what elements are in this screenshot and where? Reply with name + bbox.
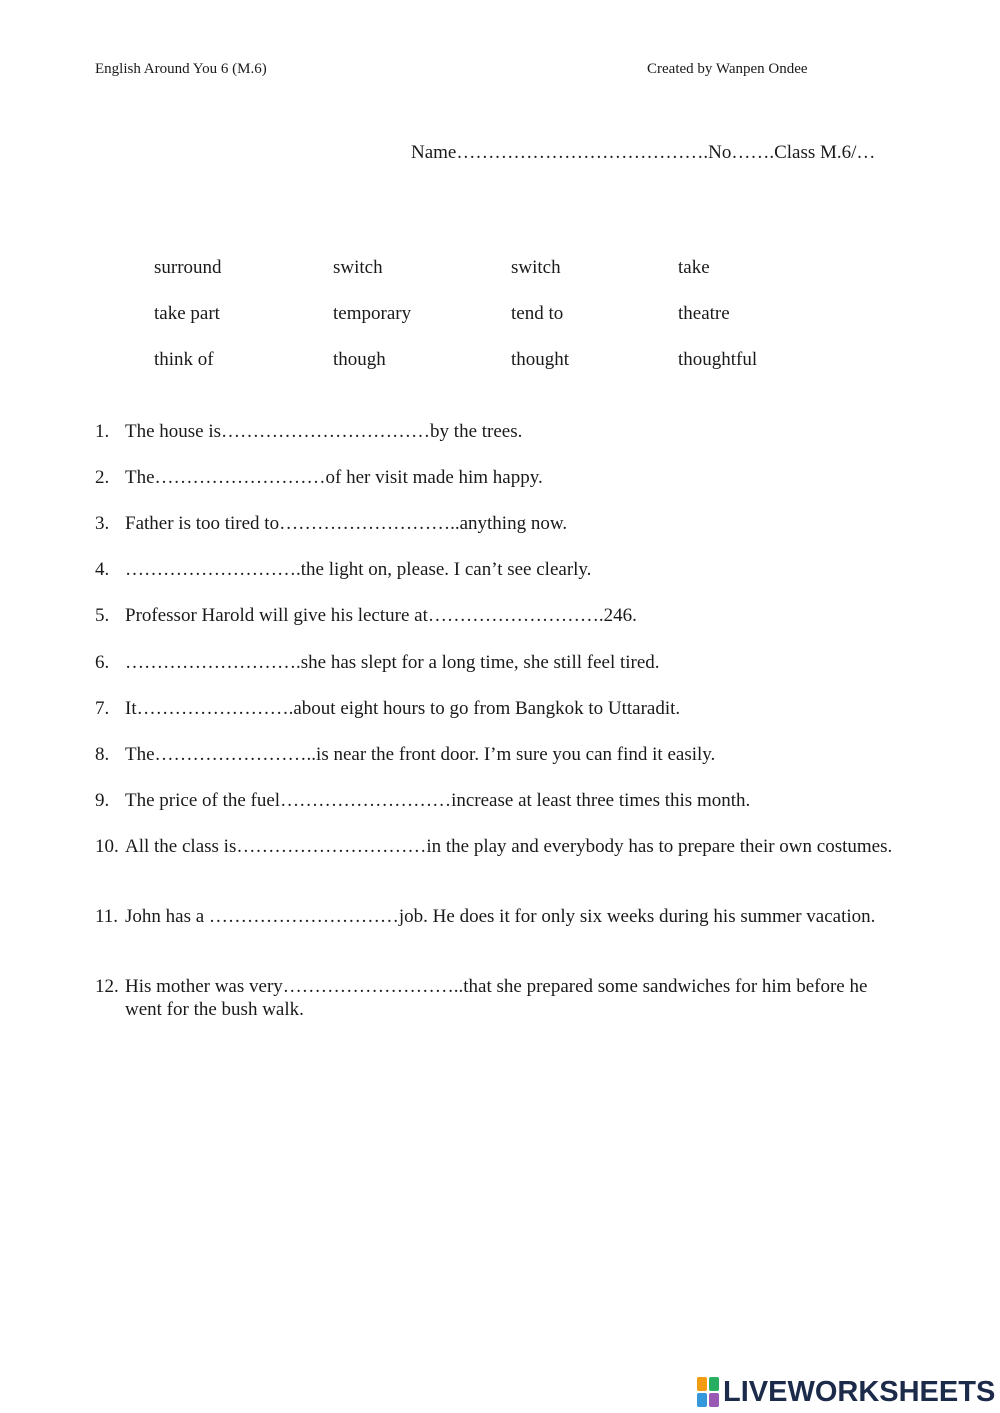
word-bank-item: surround <box>154 257 222 278</box>
question-item <box>95 604 895 627</box>
liveworksheets-logo-icon <box>697 1377 719 1407</box>
question-text: ……………………….she has slept for a long time, she still feel tired. <box>125 652 660 673</box>
question-text: The……………………..is near the front door. I’m sure you can find it easily. <box>125 744 716 765</box>
worksheet-course-title: English Around You 6 (M.6) <box>95 61 267 77</box>
question-text: Father is too tired to………………………..anything now. <box>125 513 568 534</box>
word-bank-item: switch <box>511 257 561 278</box>
logo-square <box>697 1393 707 1407</box>
word-bank-item: thought <box>511 349 570 370</box>
word-bank-item: take part <box>154 303 220 324</box>
worksheet-author: Created by Wanpen Ondee <box>647 61 808 77</box>
question-item <box>95 512 895 535</box>
question-text: It…………………….about eight hours to go from Bangkok to Uttaradit. <box>125 698 681 719</box>
question-item <box>95 466 895 489</box>
word-bank-item: theatre <box>678 303 730 324</box>
question-text: The price of the fuel………………………increase at least three times this month. <box>125 790 751 811</box>
question-text: The house is……………………………by the trees. <box>125 421 523 442</box>
word-bank-item: tend to <box>511 303 564 324</box>
question-text: John has a …………………………job. He does it for only six weeks during his summer vacation. <box>125 906 876 927</box>
question-item <box>95 558 895 581</box>
question-number: 7. <box>95 698 110 719</box>
question-number: 3. <box>95 513 110 534</box>
question-item <box>95 420 895 443</box>
question-number: 12. <box>95 976 119 997</box>
question-item <box>95 789 895 812</box>
question-text: The………………………of her visit made him happy. <box>125 467 543 488</box>
question-number: 10. <box>95 836 119 857</box>
question-number: 2. <box>95 467 110 488</box>
question-item <box>95 743 895 766</box>
word-bank-item: take <box>678 257 710 278</box>
word-bank-row <box>154 303 854 349</box>
question-text: All the class is…………………………in the play and everybody has to prepare their own costumes. <box>125 836 893 857</box>
student-info-line: Name………………………………….No…….Class M.6/… <box>411 142 876 163</box>
word-bank-item: switch <box>333 257 383 278</box>
question-number: 8. <box>95 744 110 765</box>
liveworksheets-brand <box>697 1374 995 1410</box>
word-bank <box>154 257 854 395</box>
word-bank-item: though <box>333 349 386 370</box>
word-bank-row <box>154 257 854 303</box>
question-number: 1. <box>95 421 110 442</box>
word-bank-row <box>154 349 854 395</box>
question-number: 4. <box>95 559 110 580</box>
question-text: His mother was very………………………..that she prepared some sandwiches for him before he went for the bush walk. <box>125 976 868 1020</box>
logo-square <box>709 1393 719 1407</box>
question-number: 5. <box>95 605 110 626</box>
question-number: 11. <box>95 906 119 927</box>
question-number: 6. <box>95 652 110 673</box>
question-item <box>95 905 895 928</box>
question-text: ……………………….the light on, please. I can’t see clearly. <box>125 559 592 580</box>
word-bank-item: thoughtful <box>678 349 758 370</box>
question-item <box>95 651 895 674</box>
question-item <box>95 975 895 1021</box>
question-number: 9. <box>95 790 110 811</box>
brand-text: LIVEWORKSHEETS <box>723 1376 996 1408</box>
question-text: Professor Harold will give his lecture at……………………….246. <box>125 605 637 626</box>
question-item <box>95 835 895 858</box>
word-bank-item: temporary <box>333 303 412 324</box>
logo-square <box>697 1377 707 1391</box>
logo-square <box>709 1377 719 1391</box>
word-bank-item: think of <box>154 349 214 370</box>
question-item <box>95 697 895 720</box>
